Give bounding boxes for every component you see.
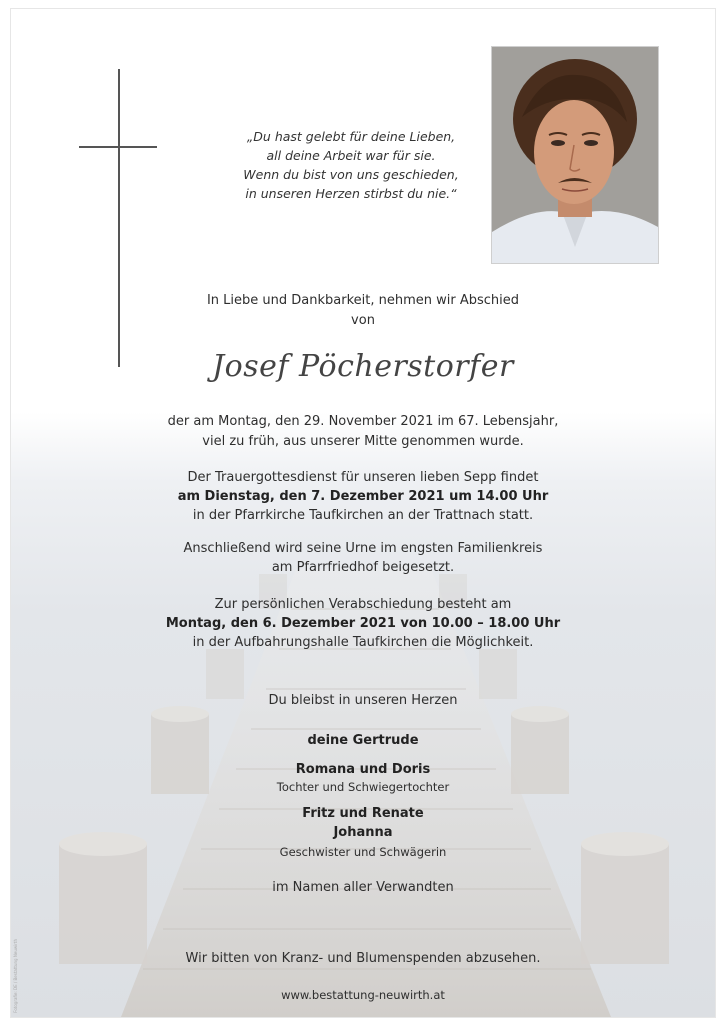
family-daughters: Romana und Doris: [295, 762, 431, 777]
farewell-line: Zur persönlichen Verabschiedung besteht am: [214, 597, 512, 612]
quote-line: Wenn du bist von uns geschieden,: [243, 167, 459, 182]
family-relatives: im Namen aller Verwandten: [272, 880, 454, 895]
deceased-name: Josef Pöcherstorfer: [212, 349, 514, 384]
urn-line: Anschließend wird seine Urne im engsten Familienkreis: [183, 541, 543, 556]
farewell-line: in der Aufbahrungshalle Taufkirchen die Möglichkeit.: [192, 635, 534, 650]
quote-line: in unseren Herzen stirbst du nie.“: [245, 186, 457, 201]
intro-line: von: [351, 313, 375, 328]
memorial-quote: [201, 127, 501, 203]
family-siblings: Johanna: [333, 825, 393, 840]
portrait-photo: [491, 46, 659, 264]
death-line: viel zu früh, aus unserer Mitte genommen wurde.: [202, 434, 524, 449]
urn-line: am Pfarrfriedhof beigesetzt.: [271, 560, 455, 575]
intro-line: In Liebe und Dankbarkeit, nehmen wir Abschied: [206, 293, 520, 308]
cross-icon-horizontal: [79, 146, 157, 148]
family-daughters-role: Tochter und Schwiegertochter: [276, 780, 450, 794]
service-line: in der Pfarrkirche Taufkirchen an der Trattnach statt.: [192, 508, 534, 523]
quote-line: „Du hast gelebt für deine Lieben,: [246, 129, 456, 144]
death-line: der am Montag, den 29. November 2021 im 67. Lebensjahr,: [167, 414, 559, 429]
photo-credit: Fotografie: DE / Bestattung Neuwirth: [13, 939, 18, 1013]
flowers-note: Wir bitten von Kranz- und Blumenspenden abzusehen.: [185, 951, 541, 966]
remain-line: Du bleibst in unseren Herzen: [268, 693, 458, 708]
service-line: Der Trauergottesdienst für unseren lieben Sepp findet: [187, 470, 539, 485]
website-link[interactable]: www.bestattung-neuwirth.at: [281, 988, 445, 1002]
farewell-date: Montag, den 6. Dezember 2021 von 10.00 – 18.00 Uhr: [165, 616, 561, 631]
family-wife: deine Gertrude: [307, 733, 419, 748]
quote-line: all deine Arbeit war für sie.: [266, 148, 436, 163]
family-siblings-role: Geschwister und Schwägerin: [279, 845, 447, 859]
obituary-page: [10, 8, 716, 1018]
service-date: am Dienstag, den 7. Dezember 2021 um 14.00 Uhr: [177, 489, 549, 504]
family-siblings: Fritz und Renate: [302, 806, 424, 821]
